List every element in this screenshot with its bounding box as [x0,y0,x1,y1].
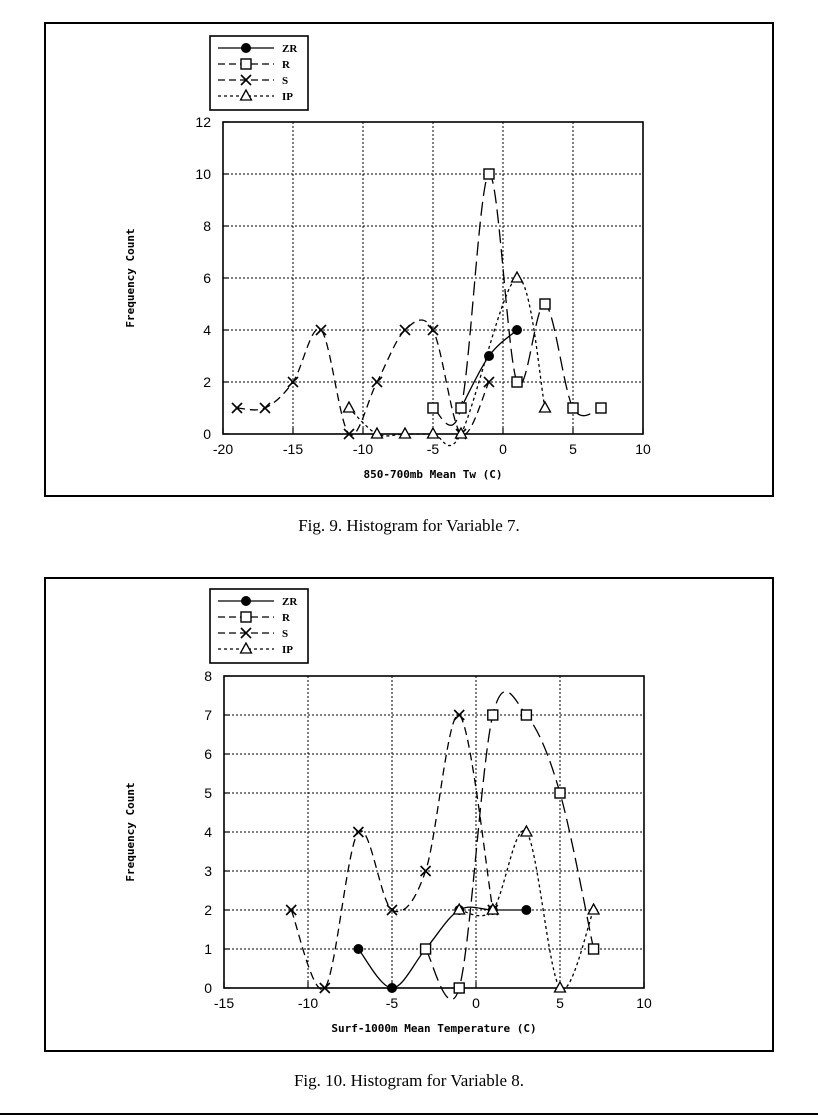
data-point-r [540,299,550,309]
x-tick-label: -15 [213,995,235,1011]
y-tick-label: 2 [203,374,211,390]
series-line-r [426,692,594,1000]
y-tick-label: 6 [203,270,211,286]
x-tick-label: 5 [569,441,577,457]
x-tick-label: 0 [472,995,480,1011]
y-axis-label: Frequency Count [124,782,137,882]
y-tick-label: 0 [204,980,212,996]
legend [210,36,308,110]
data-point-ip [344,402,355,412]
figure-10-chart [46,579,772,1050]
data-point-ip [400,428,411,438]
series-r [428,169,606,425]
y-tick-label: 5 [204,785,212,801]
axis-ticks [195,114,651,457]
figure-9-panel [44,22,774,497]
data-point-r [555,788,565,798]
data-point-s [286,905,296,915]
y-tick-label: 6 [204,746,212,762]
legend-marker-r [241,612,251,622]
y-tick-label: 10 [195,166,211,182]
legend-label-ip: IP [282,644,293,656]
legend [210,589,308,663]
y-tick-label: 4 [203,322,211,338]
x-tick-label: 10 [635,441,651,457]
data-point-zr [513,326,522,335]
x-tick-label: -5 [385,995,399,1011]
y-tick-label: 8 [203,218,211,234]
data-point-r [589,944,599,954]
data-point-s [260,403,270,413]
gridlines [223,122,643,434]
series-ip [344,272,551,446]
data-point-ip [512,272,523,282]
legend-marker-zr [242,597,251,606]
data-point-r [512,377,522,387]
legend-marker-zr [242,44,251,53]
legend-label-s: S [282,628,289,640]
data-point-r [428,403,438,413]
data-point-r [456,403,466,413]
data-point-ip [555,982,566,992]
y-tick-label: 3 [204,863,212,879]
series-line-ip [349,278,545,446]
x-axis-label: Surf-1000m Mean Temperature (C) [331,1022,537,1035]
data-point-ip [428,428,439,438]
figure-10-caption: Fig. 10. Histogram for Variable 8. [293,1071,525,1090]
legend-label-r: R [282,59,290,71]
data-point-r [484,169,494,179]
data-point-r [421,944,431,954]
y-tick-label: 8 [204,668,212,684]
legend-label-zr: ZR [282,43,298,55]
data-point-r [596,403,606,413]
x-tick-label: 10 [636,995,652,1011]
y-tick-label: 7 [204,707,212,723]
y-tick-label: 4 [204,824,212,840]
data-point-s [454,710,464,720]
data-point-zr [388,984,397,993]
legend-marker-r [241,59,251,69]
x-tick-label: -5 [426,441,440,457]
x-tick-label: -20 [212,441,234,457]
figure-9-chart [46,24,772,495]
x-tick-label: -10 [297,995,319,1011]
legend-label-ip: IP [282,91,293,103]
figure-10-panel [44,577,774,1052]
data-point-ip [588,904,599,914]
page-bottom-rule [0,1113,818,1115]
x-tick-label: -10 [352,441,374,457]
data-point-r [454,983,464,993]
data-point-r [568,403,578,413]
data-point-zr [522,906,531,915]
y-tick-label: 1 [204,941,212,957]
x-tick-label: 0 [499,441,507,457]
y-tick-label: 12 [195,114,211,130]
legend-label-zr: ZR [282,596,298,608]
data-point-ip [540,402,551,412]
series-line-s [237,320,489,435]
x-tick-label: 5 [556,995,564,1011]
y-axis-label: Frequency Count [124,228,137,328]
data-point-zr [354,945,363,954]
x-tick-label: -15 [282,441,304,457]
y-tick-label: 2 [204,902,212,918]
series-line-zr [358,907,526,988]
data-point-r [521,710,531,720]
figure-9-caption: Fig. 9. Histogram for Variable 7. [298,516,520,535]
data-point-ip [372,428,383,438]
data-point-r [488,710,498,720]
axis-ticks [204,668,652,1011]
series-r [421,692,599,1000]
legend-label-s: S [282,75,289,87]
x-axis-label: 850-700mb Mean Tw (C) [363,468,503,481]
legend-label-r: R [282,612,290,624]
y-tick-label: 0 [203,426,211,442]
